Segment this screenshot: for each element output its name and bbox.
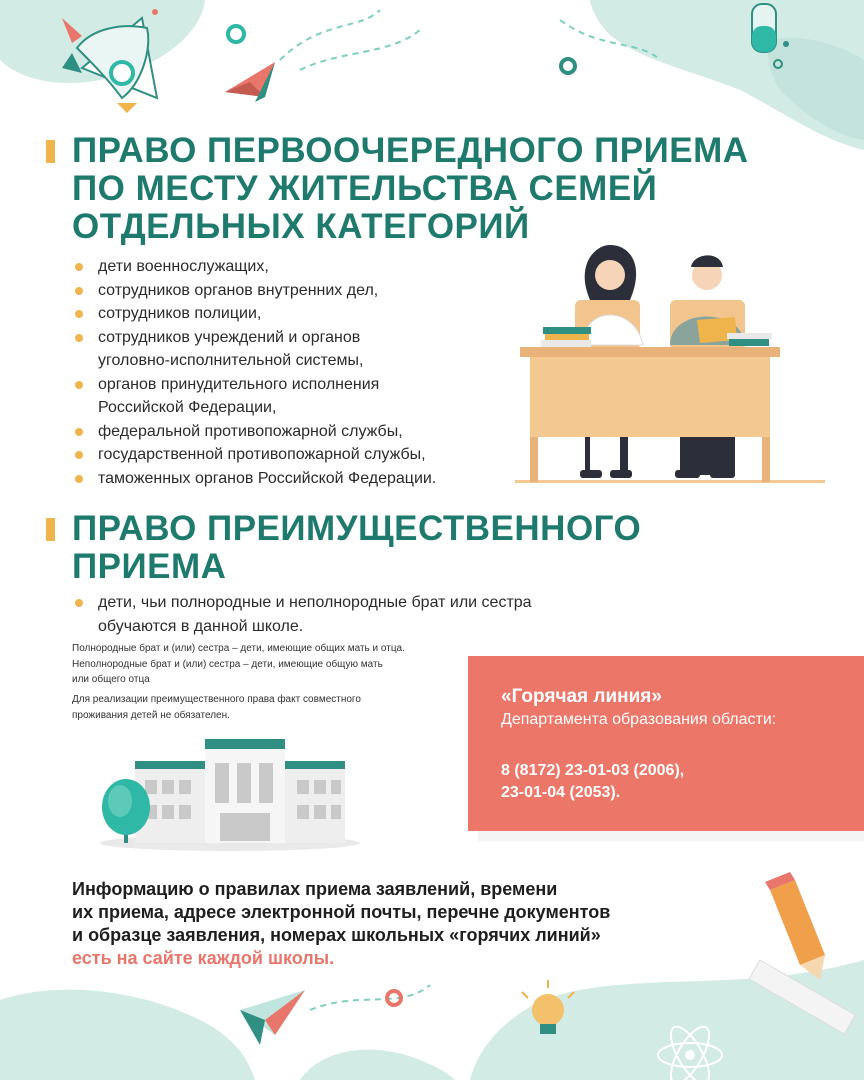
hotline-phone-2[interactable]: 23-01-04 (2053). — [501, 784, 621, 801]
section1-title-line: ПРАВО ПЕРВООЧЕРЕДНОГО ПРИЕМА — [72, 131, 749, 170]
siblings-definition-note: Полнородные брат и (или) сестра – дети, имеющие общих мать и отца. Неполнородные брат и (или) сестра – дети, имеющие общую мать или общего отца — [72, 643, 405, 685]
section1-marker — [46, 140, 55, 163]
hotline-phones — [501, 760, 684, 804]
list-item: государственной противопожарной службы, — [72, 443, 512, 467]
section2-title — [72, 510, 772, 586]
section1-title — [72, 132, 832, 246]
dashed-trail-2 — [300, 30, 420, 70]
footer-accent: есть на сайте каждой школы. — [72, 948, 335, 968]
hotline-title: «Горячая линия» — [501, 686, 662, 707]
paper-plane-icon — [225, 62, 275, 102]
list-item: сотрудников учреждений и органов уголовно-исполнительной системы, — [72, 326, 512, 373]
dashed-trail-4 — [310, 985, 430, 1010]
hotline-phone-1[interactable]: 8 (8172) 23-01-03 (2006), — [501, 762, 685, 779]
ring-deco-1 — [228, 26, 244, 42]
dot-deco-1 — [152, 9, 158, 15]
girl-face — [595, 260, 625, 290]
students-at-desk-illustration — [515, 245, 825, 483]
bottom-right-blob — [470, 960, 864, 1080]
school-building-icon — [100, 739, 360, 851]
hotline-subtitle: Департамента образования области: — [501, 711, 777, 728]
list-item: сотрудников органов внутренних дел, — [72, 279, 512, 303]
list-item: органов принудительного исполнения Российской Федерации, — [72, 373, 512, 420]
list-item: сотрудников полиции, — [72, 302, 512, 326]
pencil-icon — [765, 872, 825, 980]
rocket-icon — [62, 18, 157, 113]
bottom-left-blob — [0, 990, 255, 1080]
section1-list — [72, 255, 512, 490]
ring-deco-2 — [561, 59, 575, 73]
list-item: дети военнослужащих, — [72, 255, 512, 279]
section2-title-line: ПРИЕМА — [72, 547, 227, 586]
bottom-mid-blob — [300, 1050, 455, 1080]
section1-title-line: ПО МЕСТУ ЖИТЕЛЬСТВА СЕМЕЙ — [72, 169, 658, 208]
hotline-box — [468, 656, 864, 831]
section2-marker — [46, 518, 55, 541]
list-item: таможенных органов Российской Федерации. — [72, 467, 512, 491]
list-item: федеральной противопожарной службы, — [72, 420, 512, 444]
section2-list — [72, 591, 592, 638]
list-item: дети, чьи полнородные и неполнородные брат или сестра обучаются в данной школе. — [72, 591, 592, 638]
cohabitation-note: Для реализации преимущественного права факт совместного проживания детей не обязателен. — [72, 694, 361, 721]
section2-title-line: ПРАВО ПРЕИМУЩЕСТВЕННОГО — [72, 509, 642, 548]
footer-info: Информацию о правилах приема заявлений, времени их приема, адресе электронной почты, перечне документов и образце заявления, номерах школьных «горячих линий» есть на сайте каждой школы. — [72, 878, 752, 970]
paper-plane-icon-bottom — [240, 990, 305, 1045]
section1-title-line: ОТДЕЛЬНЫХ КАТЕГОРИЙ — [72, 207, 530, 246]
